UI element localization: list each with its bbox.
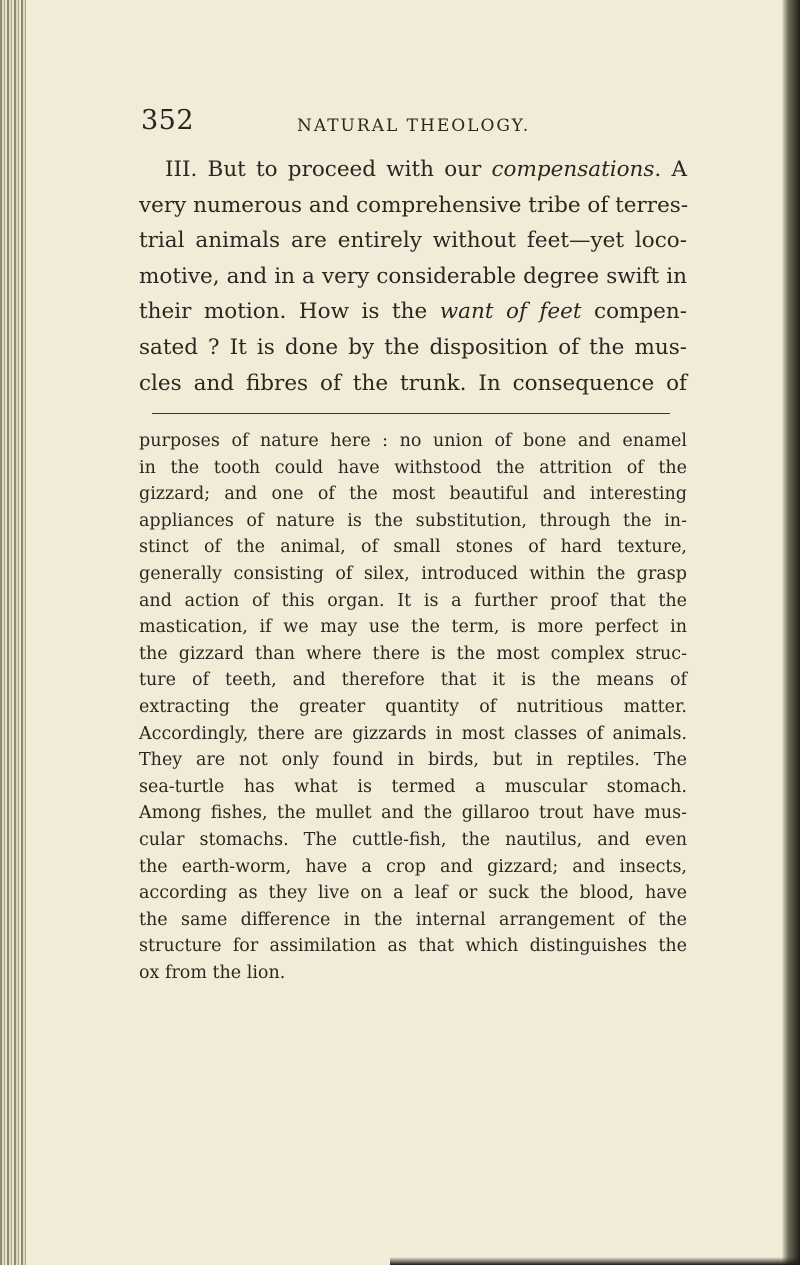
footnote-line: mastication, if we may use the term, is more perfect in (139, 617, 687, 638)
footnote-line: ox from the lion. (139, 962, 286, 983)
footnote-line: and action of this organ. It is a further proof that the (139, 590, 687, 611)
main-paragraph (139, 152, 687, 401)
footnote-line: Among fishes, the mullet and the gillaroo trout have mus- (139, 803, 687, 824)
main-line: their motion. How is the want of feet compen- (139, 299, 687, 325)
footnote-line: the same difference in the internal arrangement of the (139, 909, 687, 930)
page-bottom-shadow (390, 1257, 800, 1265)
footnote-line: stinct of the animal, of small stones of hard texture, (139, 537, 687, 558)
footnote-line: the gizzard than where there is the most complex struc- (139, 643, 687, 664)
footnote-line: Accordingly, there are gizzards in most classes of animals. (139, 723, 687, 744)
main-line: very numerous and comprehensive tribe of terres- (139, 192, 689, 218)
main-line: sated ? It is done by the disposition of the mus- (139, 334, 687, 360)
main-line: III. But to proceed with our compensations. A (165, 157, 687, 182)
footnote-line: sea-turtle has what is termed a muscular stomach. (139, 776, 687, 797)
main-line: cles and fibres of the trunk. In consequence of (139, 370, 687, 396)
main-line: motive, and in a very considerable degree swift in (139, 263, 687, 289)
footnote-line: structure for assimilation as that which distinguishes the (139, 936, 687, 957)
footnote-line: generally consisting of silex, introduced within the grasp (139, 563, 687, 584)
footnote-line: cular stomachs. The cuttle-fish, the nautilus, and even (139, 829, 687, 850)
footnote-line: according as they live on a leaf or suck the blood, have (139, 883, 687, 904)
page-binding-edge (0, 0, 26, 1265)
page-number: 352 (141, 105, 195, 136)
footnote-line: appliances of nature is the substitution, through the in- (139, 510, 687, 531)
footnote-line: in the tooth could have withstood the attrition of the (139, 457, 687, 478)
running-head: NATURAL THEOLOGY. (297, 116, 531, 136)
footnote-line: extracting the greater quantity of nutritious matter. (139, 696, 687, 717)
page-right-edge (782, 0, 800, 1265)
footnote-rule (152, 413, 670, 414)
footnote-line: ture of teeth, and therefore that it is the means of (139, 670, 687, 691)
footnote-line: purposes of nature here : no union of bone and enamel (139, 431, 687, 451)
footnote-line: the earth-worm, have a crop and gizzard; and insects, (139, 856, 687, 877)
footnote (139, 428, 687, 986)
footnote-line: They are not only found in birds, but in reptiles. The (139, 750, 687, 771)
footnote-line: gizzard; and one of the most beautiful and interesting (139, 484, 687, 505)
main-line: trial animals are entirely without feet—yet loco- (139, 228, 687, 254)
